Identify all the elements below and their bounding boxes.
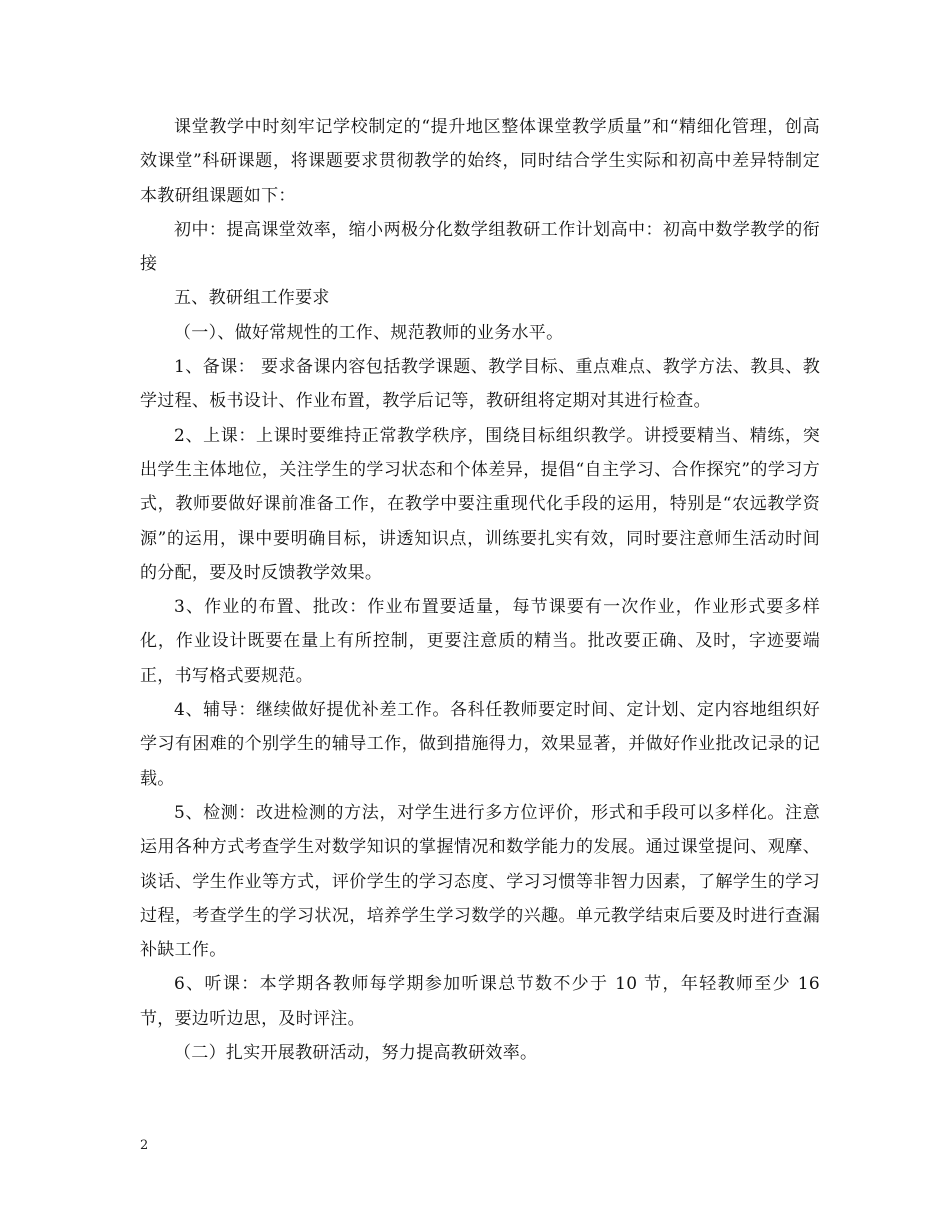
paragraph-topics-by-level: 初中：提高课堂效率，缩小两极分化数学组教研工作计划高中：初高中数学教学的衔接 xyxy=(140,219,820,275)
page-number: 2 xyxy=(140,1138,149,1153)
paragraph-assessment: 5、检测：改进检测的方法，对学生进行多方位评价，形式和手段可以多样化。注意运用各种方式考查学生对数学知识的掌握情况和数学能力的发展。通过课堂提问、观摩、谈话、学生作业等方式，评价学生的学习态度、学习习惯等非智力因素，了解学生的学习过程，考查学生的学习状况，培养学生学习数学的兴趣。单元教学结束后要及时进行查漏补缺工作。 xyxy=(140,802,820,961)
document-body xyxy=(140,110,820,1070)
paragraph-lesson-prep: 1、备课： 要求备课内容包括教学课题、教学目标、重点难点、教学方法、教具、教学过程、板书设计、作业布置，教学后记等，教研组将定期对其进行检查。 xyxy=(140,357,820,412)
subsection-heading-research-activities: （二）扎实开展教研活动，努力提高教研效率。 xyxy=(174,1043,538,1064)
paragraph-observation: 6、听课：本学期各教师每学期参加听课总节数不少于 10 节，年轻教师至少 16 节，要边听边思，及时评注。 xyxy=(140,974,820,1029)
paragraph-teaching: 2、上课：上课时要维持正常教学秩序，围绕目标组织教学。讲授要精当、精练，突出学生主体地位，关注学生的学习状态和个体差异，提倡“自主学习、合作探究”的学习方式，教师要做好课前准备工作，在教学中要注重现代化手段的运用，特别是“农远教学资源”的运用，课中要明确目标，讲透知识点，训练要扎实有效，同时要注意师生活动时间的分配，要及时反馈教学效果。 xyxy=(140,425,820,583)
section-heading-requirements: 五、教研组工作要求 xyxy=(174,288,330,309)
paragraph-homework: 3、作业的布置、批改：作业布置要适量，每节课要有一次作业，作业形式要多样化，作业设计既要在量上有所控制，更要注意质的精当。批改要正确、及时，字迹要端正，书写格式要规范。 xyxy=(140,597,820,686)
paragraph-research-topic: 课堂教学中时刻牢记学校制定的“提升地区整体课堂教学质量”和“精细化管理，创高效课堂”科研课题，将课题要求贯彻教学的始终，同时结合学生实际和初高中差异特制定本教研组课题如下： xyxy=(140,117,820,206)
subsection-heading-routine-work: （一）、做好常规性的工作、规范教师的业务水平。 xyxy=(174,322,564,343)
paragraph-tutoring: 4、辅导：继续做好提优补差工作。各科任教师要定时间、定计划、定内容地组织好学习有困难的个别学生的辅导工作，做到措施得力，效果显著，并做好作业批改记录的记载。 xyxy=(140,700,820,789)
